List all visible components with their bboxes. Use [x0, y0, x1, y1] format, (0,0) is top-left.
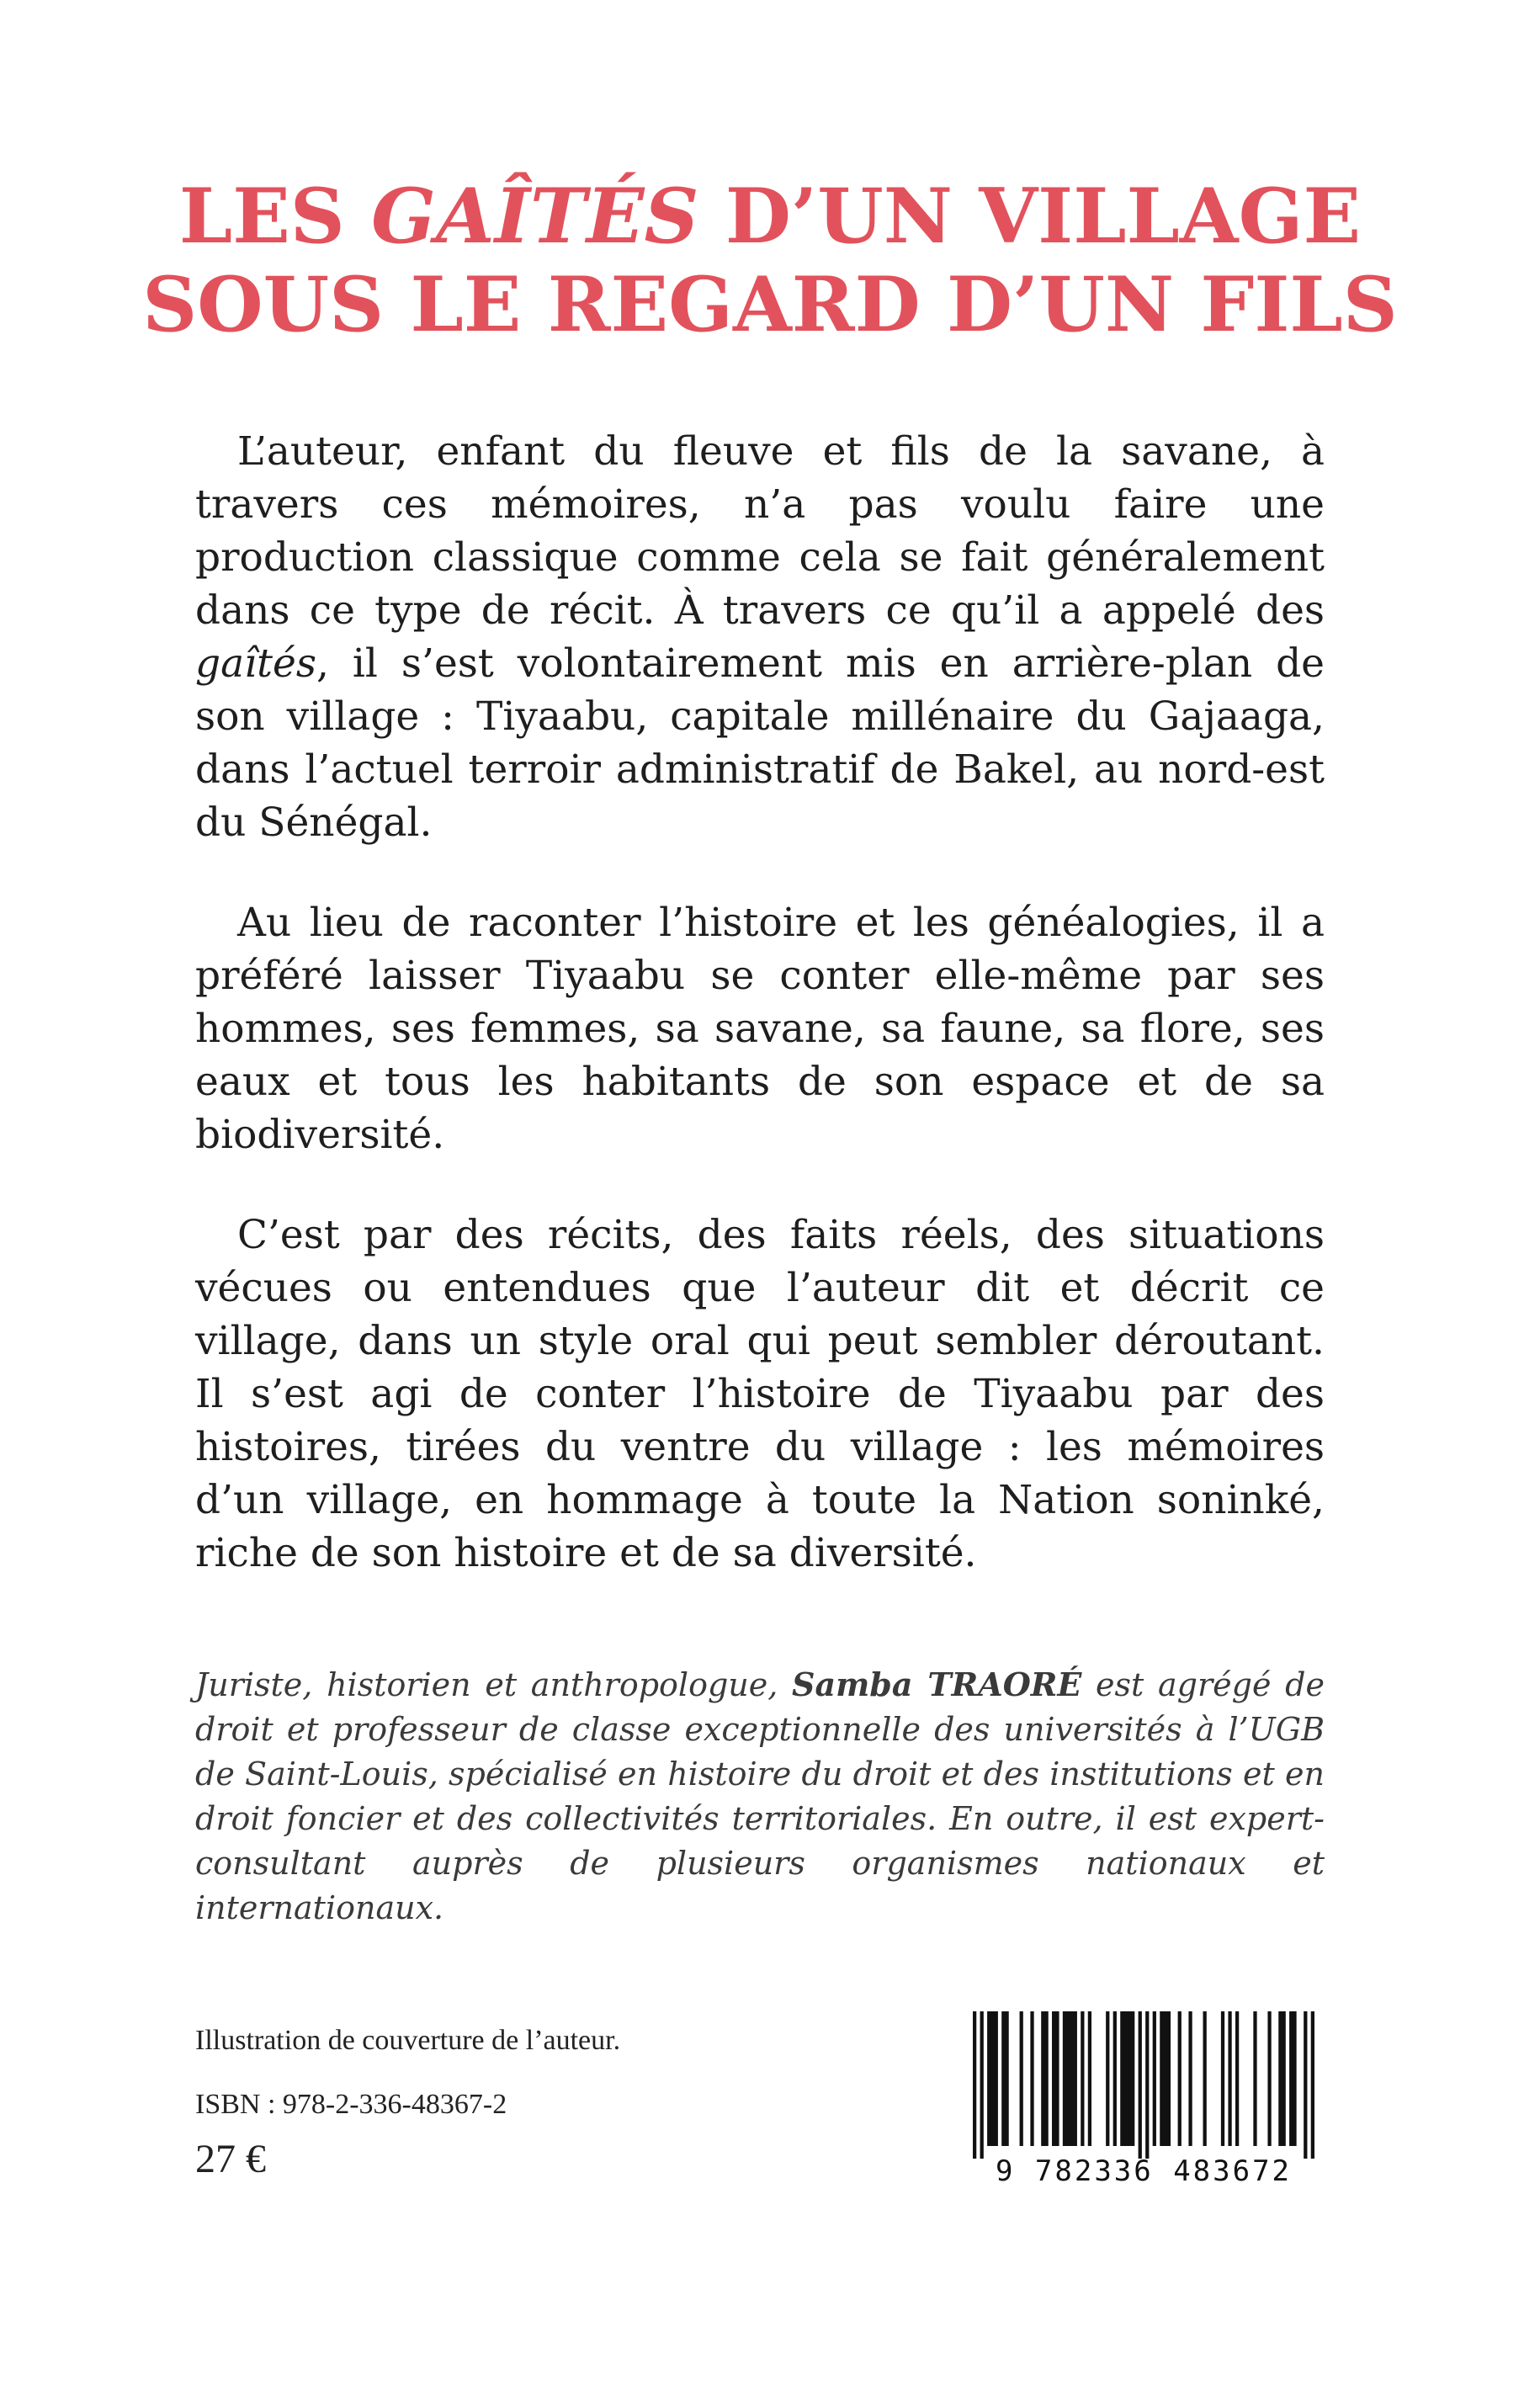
title-line-1 — [0, 173, 1540, 261]
barcode-bar — [1267, 2011, 1271, 2146]
title-line1-post: D’UN VILLAGE — [698, 172, 1362, 261]
barcode-bar — [1188, 2011, 1192, 2146]
barcode-bar — [1289, 2011, 1297, 2146]
barcode-bar — [1063, 2011, 1077, 2146]
barcode-bar — [1153, 2011, 1156, 2146]
book-title — [0, 173, 1540, 349]
blurb-p1-part-b: , il s’est volontairement mis en arrière-plan de son village : Tiyaabu, capitale millénaire du Gajaaga, dans l’actuel terroir administratif de Bakel, au nord-est du Sénégal. — [195, 640, 1325, 846]
barcode-bar — [1145, 2011, 1149, 2159]
barcode-bar — [1160, 2011, 1171, 2146]
barcode-bar — [1311, 2011, 1314, 2159]
barcode-bar — [1081, 2011, 1084, 2146]
barcode-bar — [1030, 2011, 1033, 2146]
title-line1-pre: LES — [178, 172, 372, 261]
isbn: ISBN : 978-2-336-48367-2 — [195, 2089, 507, 2120]
barcode-digits: 9 782336 483672 — [995, 2154, 1293, 2188]
barcode-bar — [973, 2011, 976, 2159]
barcode-bar — [1088, 2011, 1091, 2146]
barcode — [966, 2011, 1321, 2192]
barcode-bar — [1001, 2011, 1009, 2146]
barcode-bar — [1235, 2011, 1239, 2146]
bio-post: est agrégé de droit et professeur de classe exceptionnelle des universités à l’UGB de Saint-Louis, spécialisé en histoire du droit et des institutions et en droit foncier et des collectivités territoriales. En outre, il est expert-consultant auprès de plusieurs organismes nationaux et internationaux. — [195, 1666, 1325, 1926]
bio-pre: Juriste, historien et anthropologue, — [195, 1666, 793, 1703]
author-name: Samba TRAORÉ — [792, 1665, 1082, 1703]
barcode-bar — [980, 2011, 984, 2159]
blurb-paragraph-1 — [195, 425, 1325, 849]
barcode-bar — [1041, 2011, 1049, 2146]
title-line1-italic: GAÎTÉS — [371, 172, 699, 261]
barcode-bar — [1106, 2011, 1109, 2146]
blurb — [195, 425, 1325, 1627]
barcode-bar — [987, 2011, 998, 2146]
price: 27 € — [195, 2137, 266, 2181]
blurb-p1-italic: gaîtés — [195, 640, 316, 687]
barcode-bars — [966, 2011, 1321, 2159]
barcode-bar — [1113, 2011, 1117, 2146]
author-bio — [195, 1662, 1325, 1931]
cover-credit: Illustration de couverture de l’auteur. — [195, 2025, 621, 2056]
title-line-2: SOUS LE REGARD D’UN FILS — [142, 260, 1398, 349]
barcode-bar — [1052, 2011, 1059, 2146]
barcode-bar — [1278, 2011, 1286, 2146]
barcode-bar — [1203, 2011, 1207, 2146]
barcode-bar — [1139, 2011, 1142, 2159]
blurb-paragraph-3: C’est par des récits, des faits réels, des situations vécues ou entendues que l’auteur dit et décrit ce village, dans un style oral qui peut sembler déroutant. Il s’est agi de conter l’histoire de Tiyaabu par des histoires, tirées du ventre du village : les mémoires d’un village, en hommage à toute la Nation soninké, riche de son histoire et de sa diversité. — [195, 1212, 1325, 1576]
barcode-bar — [1304, 2011, 1307, 2159]
barcode-bar — [1178, 2011, 1182, 2146]
barcode-bar — [1221, 2011, 1224, 2146]
blurb-p1-part-a: L’auteur, enfant du fleuve et fils de la savane, à travers ces mémoires, n’a pas voulu faire une production classique comme cela se fait généralement dans ce type de récit. À travers ce qu’il a appelé des — [195, 428, 1325, 634]
barcode-bar — [1020, 2011, 1023, 2146]
barcode-bar — [1228, 2011, 1231, 2146]
barcode-bar — [1120, 2011, 1134, 2146]
blurb-paragraph-2: Au lieu de raconter l’histoire et les généalogies, il a préféré laisser Tiyaabu se conter elle-même par ses hommes, ses femmes, sa savane, sa faune, sa flore, ses eaux et tous les habitants de son espace et de sa biodiversité. — [195, 900, 1325, 1158]
barcode-bar — [1253, 2011, 1256, 2146]
